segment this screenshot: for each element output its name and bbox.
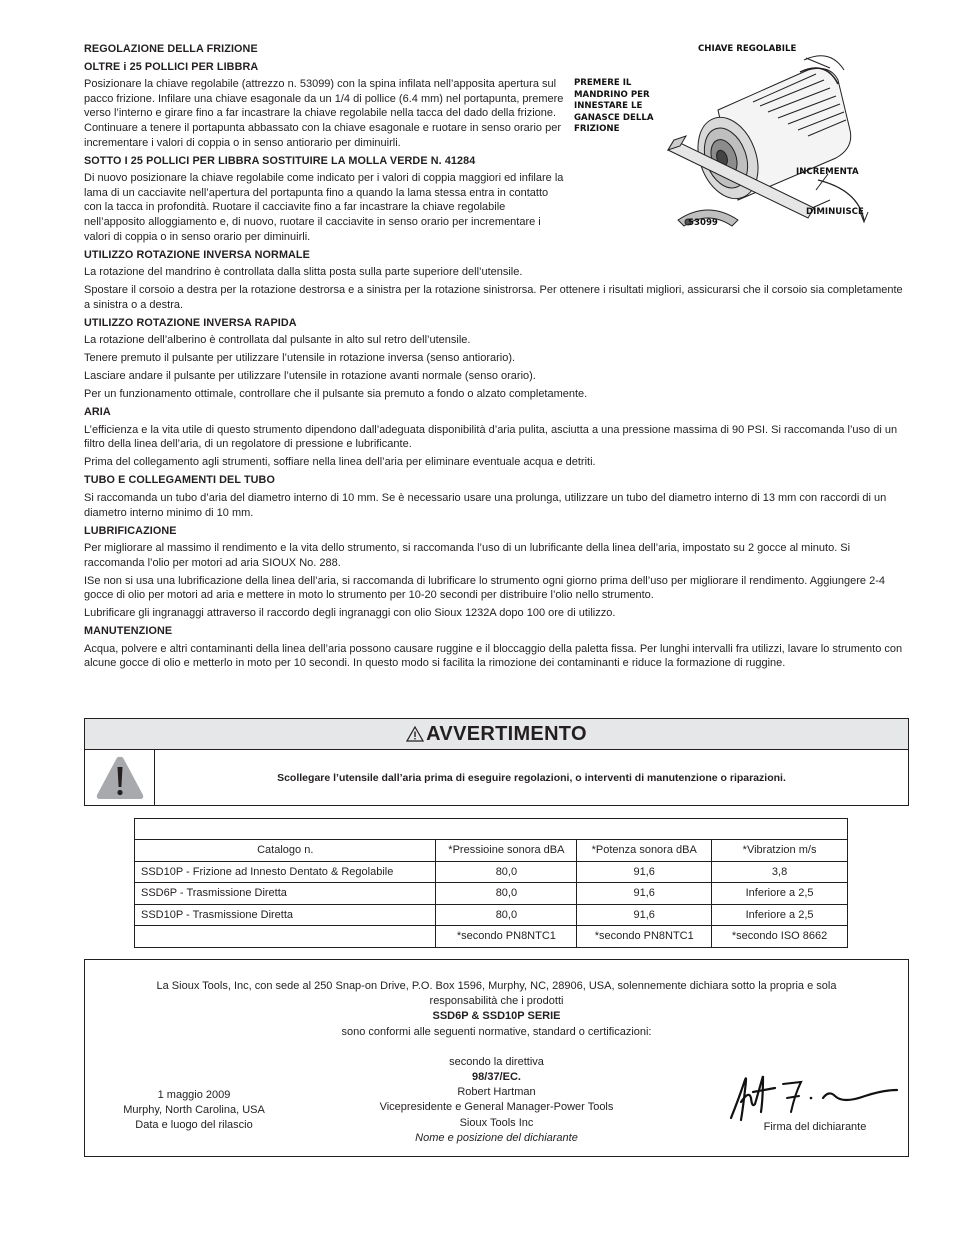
clutch-adjustment-figure: [568, 40, 908, 240]
warning-text: Scollegare l’utensile dall’aria prima di eseguire regolazioni, o interventi di manutenzione o riparazioni.: [277, 771, 786, 784]
paragraph: ISe non si usa una lubrificazione della linea dell’aria, si raccomanda di lubrificare lo strumento ogni giorno prima dell’uso per migliorare il rendimento. Aggiungere 2-4 gocce di olio per motori ad aria e mettere in moto lo strumento per 10-20 secondi per distribuire l’olio nello strumento.: [84, 574, 885, 602]
paragraph: Lasciare andare il pulsante per utilizzare l’utensile in rotazione avanti normale (senso orario).: [84, 370, 536, 383]
table-cell: 80,0: [436, 861, 577, 883]
issue-date-place: [105, 1088, 283, 1134]
table-cell: [135, 926, 436, 948]
table-cell: *secondo PN8NTC1: [577, 926, 712, 948]
warning-icon-cell: [85, 750, 155, 805]
paragraph: Tenere premuto il pulsante per utilizzare l’utensile in rotazione inversa (senso antiorario).: [84, 352, 516, 365]
paragraph: Lubrificare gli ingranaggi attraverso il raccordo degli ingranaggi con olio Sioux 1232A dopo 100 ore di utilizzo.: [84, 607, 616, 620]
paragraph: Per un funzionamento ottimale, controllare che il pulsante sia premuto a fondo o alzato completamente.: [84, 388, 588, 401]
paragraph: Spostare il corsoio a destra per la rotazione destrorsa e a sinistra per la rotazione sinistrorsa. Per ottenere i risultati migliori, assicurarsi che il corsoio sia completamente a sinistra o a destra.: [84, 284, 903, 311]
label-line: INNESTARE LE: [574, 101, 643, 112]
section-title-lubrication: LUBRIFICAZIONE: [84, 524, 177, 537]
label-tool-number: 53099: [688, 218, 718, 228]
table-cell: SSD10P - Frizione ad Innesto Dentato & Regolabile: [135, 861, 436, 883]
declaration-text: responsabilità che i prodotti: [429, 995, 564, 1008]
table-cell: SSD6P - Trasmissione Diretta: [135, 883, 436, 905]
paragraph: La rotazione del mandrino è controllata dalla slitta posta sulla parte superiore dell’utensile.: [84, 266, 523, 279]
warning-triangle-icon: [406, 725, 424, 743]
exclamation-triangle-icon: [95, 755, 145, 801]
signature-image: [725, 1068, 905, 1128]
table-header-cell: Catalogo n.: [135, 840, 436, 862]
paragraph: L’efficienza e la vita utile di questo strumento dipendono dall’adeguata disponibilità d’aria pulita, asciutta a una pressione massima di 90 PSI. Si raccomanda l’uso di un filtro della linea dell’aria, di un regolatore di pressione e lubrificante.: [84, 423, 898, 451]
table-row: [135, 861, 848, 883]
subsection-title-under-25: SOTTO I 25 POLLICI PER LIBBRA SOSTITUIRE LA MOLLA VERDE N. 41284: [84, 154, 476, 167]
declarant-caption: Nome e posizione del dichiarante: [415, 1131, 578, 1144]
warning-title: AVVERTIMENTO: [426, 722, 587, 745]
paragraph: La rotazione dell’alberino è controllata dal pulsante in alto sul retro dell’utensile.: [84, 334, 471, 347]
paragraph-clutch-under-25: Di nuovo posizionare la chiave regolabile come indicato per i valori di coppia maggiori ed infilare la lama di un cacciavite nell’apertura del portapunta fino a quando la lama stessa entra in contatto con la tacca in profondità. Ruotare il cacciavite fino a far incastrare la chiave regolabile nell’apposito alloggiamento e, di nuovo, ruotare il cacciavite in senso orario per incrementare i valori di coppia o in senso orario per diminuirli.: [84, 172, 564, 243]
table-cell: Inferiore a 2,5: [712, 883, 848, 905]
declarant-company: Sioux Tools Inc: [459, 1116, 534, 1129]
declaration-text: La Sioux Tools, Inc, con sede al 250 Snap-on Drive, P.O. Box 1596, Murphy, NC, 28906, USA, solennemente dichiara sotto la propria e sola: [156, 980, 837, 992]
section-title-normal-reverse: UTILIZZO ROTAZIONE INVERSA NORMALE: [84, 248, 310, 261]
table-cell: 91,6: [577, 883, 712, 905]
table-cell: *secondo ISO 8662: [712, 926, 848, 948]
table-cell: 80,0: [436, 904, 577, 926]
table-header-row: [135, 840, 848, 862]
table-cell: *secondo PN8NTC1: [436, 926, 577, 948]
label-press-spindle: [574, 78, 654, 136]
table-cell: SSD10P - Trasmissione Diretta: [135, 904, 436, 926]
label-line: GANASCE DELLA: [574, 112, 654, 123]
declaration-directive: 98/37/EC.: [472, 1071, 521, 1084]
warning-body: [85, 750, 908, 805]
section-title-maintenance: MANUTENZIONE: [84, 625, 173, 638]
section-title-air: ARIA: [84, 406, 111, 419]
spacer: [85, 1040, 908, 1055]
paragraph-clutch-over-25: Posizionare la chiave regolabile (attrezzo n. 53099) con la spina infilata nell’apposita apertura sul pacco frizione. Infilare una chiave esagonale da un 1/4 di pollice (6.4 mm) nel portapunta, premere verso l’interno e girare fino a far incastrare la chiave regolabile nella tacca del dado della frizione. Continuare a tenere il portapunta abbassato con la chiave esagonale e ruotare in senso orario per incrementare i valori di coppia o in senso antiorario per diminuirli.: [84, 78, 564, 149]
table-cell: 80,0: [436, 883, 577, 905]
declaration-text: secondo la direttiva: [449, 1055, 544, 1068]
table-cell: 91,6: [577, 904, 712, 926]
paragraph: Acqua, polvere e altri contaminanti della linea dell’aria possono causare ruggine e il bloccaggio della paletta fissa. Per lunghi intervalli fra utilizzi, lavare lo strumento con alcune gocce di olio e metterlo in moto per 10 secondi. In questo modo si facilita la rimozione dei contaminanti e riduce la formazione di ruggine.: [84, 642, 903, 670]
issue-date: 1 maggio 2009: [157, 1089, 231, 1101]
section-title-hose: TUBO E COLLEGAMENTI DEL TUBO: [84, 474, 275, 487]
table-cell: [135, 819, 848, 840]
label-adjustable-wrench: CHIAVE REGOLABILE: [698, 44, 797, 54]
label-line: PREMERE IL: [574, 78, 632, 88]
paragraph: Per migliorare al massimo il rendimento e la vita dello strumento, si raccomanda l’uso di un lubrificante della linea dell’aria, impostato su 2 gocce al minuto. Si raccomanda l’olio per motori ad aria SIOUX No. 288.: [84, 542, 851, 569]
declarant-name: Robert Hartman: [457, 1086, 536, 1099]
table-header-cell: *Potenza sonora dBA: [577, 840, 712, 862]
paragraph: Prima del collegamento agli strumenti, soffiare nella linea dell’aria per eliminare eventuale acqua e detriti.: [84, 456, 596, 469]
issue-place: Murphy, North Carolina, USA: [123, 1104, 265, 1117]
issue-caption: Data e luogo del rilascio: [135, 1119, 253, 1132]
table-row: [135, 904, 848, 926]
section-title-clutch: REGOLAZIONE DELLA FRIZIONE: [84, 43, 258, 55]
table-title-row: [135, 819, 848, 840]
table-cell: 91,6: [577, 861, 712, 883]
warning-header: [85, 719, 908, 750]
signature-caption: Firma del dichiarante: [763, 1121, 867, 1133]
declaration-products: SSD6P & SSD10P SERIE: [432, 1010, 561, 1023]
section-title-quick-reverse: UTILIZZO ROTAZIONE INVERSA RAPIDA: [84, 316, 297, 329]
table-cell: Inferiore a 2,5: [712, 904, 848, 926]
paragraph: Si raccomanda un tubo d’aria del diametro interno di 10 mm. Se è necessario usare una prolunga, utilizzare un tubo del diametro interno di 13 mm con raccordi di un diametro interno minimo di 10 mm.: [84, 491, 887, 519]
label-line: FRIZIONE: [574, 124, 620, 135]
subsection-title-over-25: OLTRE i 25 POLLICI PER LIBBRA: [84, 60, 259, 73]
table-header-cell: *Vibratzion m/s: [712, 840, 848, 862]
label-increase: INCREMENTA: [796, 167, 859, 177]
table-footer-row: [135, 926, 848, 948]
table-cell: 3,8: [712, 861, 848, 883]
declarant-position: Vicepresidente e General Manager-Power Tools: [379, 1101, 614, 1114]
table-header-cell: *Pressioine sonora dBA: [436, 840, 577, 862]
declaration-text: sono conformi alle seguenti normative, standard o certificazioni:: [341, 1025, 652, 1038]
label-decrease: DIMINUISCE: [806, 207, 864, 217]
label-line: MANDRINO PER: [574, 89, 650, 100]
warning-box: [84, 718, 909, 806]
declaration-of-conformity: [84, 959, 909, 1157]
table-row: [135, 883, 848, 905]
specifications-table: [134, 818, 848, 948]
